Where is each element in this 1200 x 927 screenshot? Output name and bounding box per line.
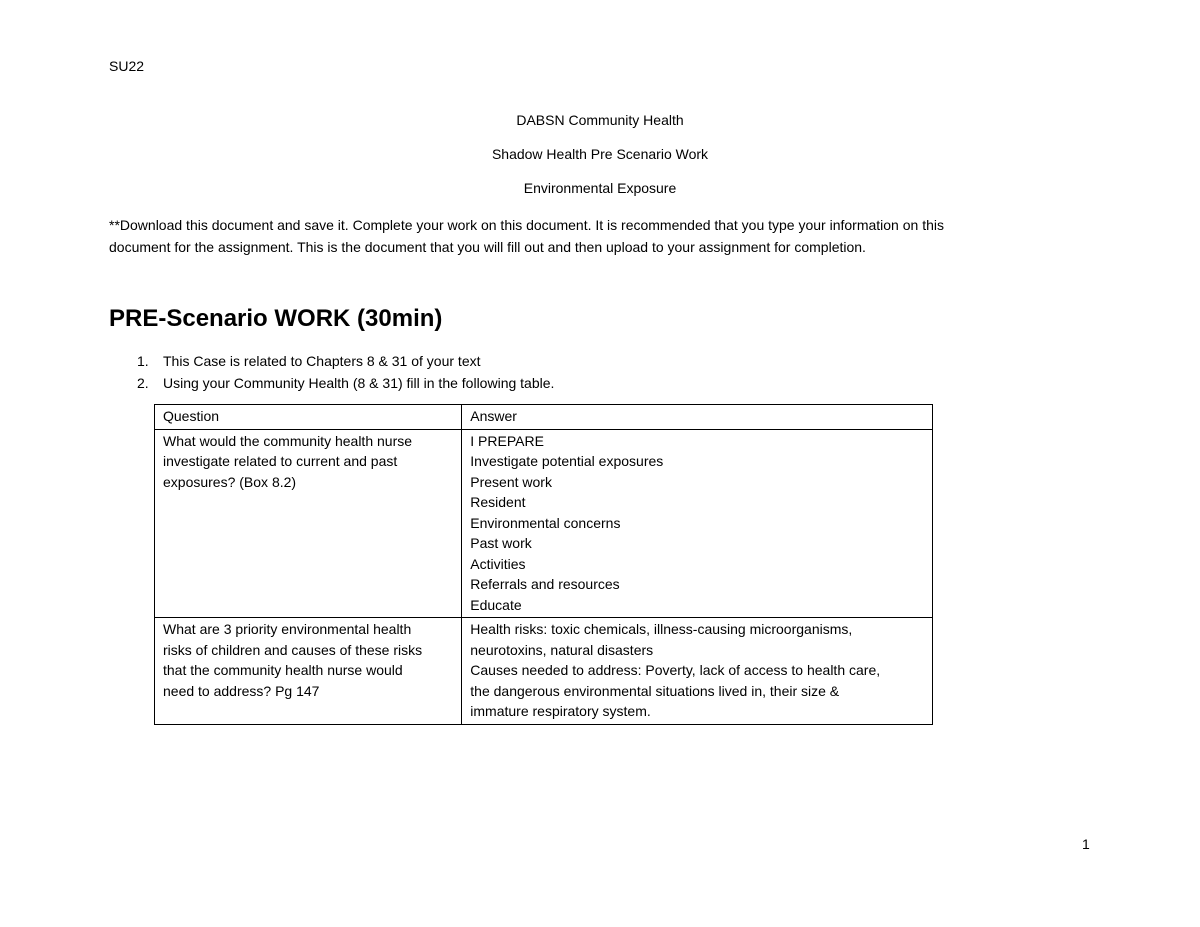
answer-line: Present work: [470, 473, 552, 490]
instructions-line: **Download this document and save it. Complete your work on this document. It is recommended that you type your information on this: [109, 217, 944, 233]
column-header-question: Question: [155, 405, 462, 430]
section-heading: PRE-Scenario WORK (30min): [109, 305, 443, 332]
document-title-topic: Environmental Exposure: [523, 180, 677, 196]
question-line: that the community health nurse would: [163, 662, 403, 678]
answer-line: Educate: [470, 596, 522, 613]
instructions-paragraph: [109, 214, 1099, 258]
question-cell: [155, 429, 462, 618]
document-code: SU22: [109, 58, 145, 74]
list-item-text: Using your Community Health (8 & 31) fill in the following table.: [163, 375, 555, 391]
question-line: need to address? Pg 147: [163, 682, 320, 699]
question-cell: [155, 618, 462, 725]
question-line: investigate related to current and past: [163, 453, 398, 469]
answer-line: I PREPARE: [470, 432, 544, 449]
answer-line: immature respiratory system.: [470, 703, 651, 719]
list-item-number: 1.: [137, 353, 149, 369]
answer-line: Investigate potential exposures: [470, 453, 664, 469]
answer-cell[interactable]: [462, 618, 933, 725]
answer-line: Causes needed to address: Poverty, lack of access to health care,: [470, 662, 881, 678]
answer-line: the dangerous environmental situations lived in, their size &: [470, 682, 840, 699]
answer-line: Activities: [470, 555, 526, 572]
list-item: [109, 372, 1009, 394]
list-item: [109, 350, 1009, 372]
table-header-row: [155, 405, 933, 430]
answer-line: Health risks: toxic chemicals, illness-causing microorganisms,: [470, 621, 853, 637]
table-row: [155, 429, 933, 618]
list-item-text: This Case is related to Chapters 8 & 31 of your text: [163, 353, 481, 369]
question-line: exposures? (Box 8.2): [163, 473, 297, 490]
instructions-line: document for the assignment. This is the document that you will fill out and then upload to your assignment for completion.: [109, 239, 866, 255]
answer-cell[interactable]: [462, 429, 933, 618]
document-title-course: DABSN Community Health: [516, 112, 684, 128]
question-line: What are 3 priority environmental health: [163, 621, 412, 637]
answer-line: neurotoxins, natural disasters: [470, 641, 654, 658]
answer-line: Resident: [470, 494, 526, 510]
numbered-list: [109, 350, 1009, 394]
question-line: What would the community health nurse: [163, 432, 413, 449]
question-answer-table: [154, 404, 933, 725]
answer-line: Environmental concerns: [470, 514, 621, 531]
page-number: 1: [1082, 836, 1090, 852]
list-item-number: 2.: [137, 375, 149, 391]
question-line: risks of children and causes of these risks: [163, 641, 423, 658]
answer-line: Referrals and resources: [470, 576, 620, 592]
document-title-assignment: Shadow Health Pre Scenario Work: [491, 146, 709, 162]
table-row: [155, 618, 933, 725]
column-header-answer: Answer: [462, 405, 933, 430]
answer-line: Past work: [470, 535, 532, 551]
